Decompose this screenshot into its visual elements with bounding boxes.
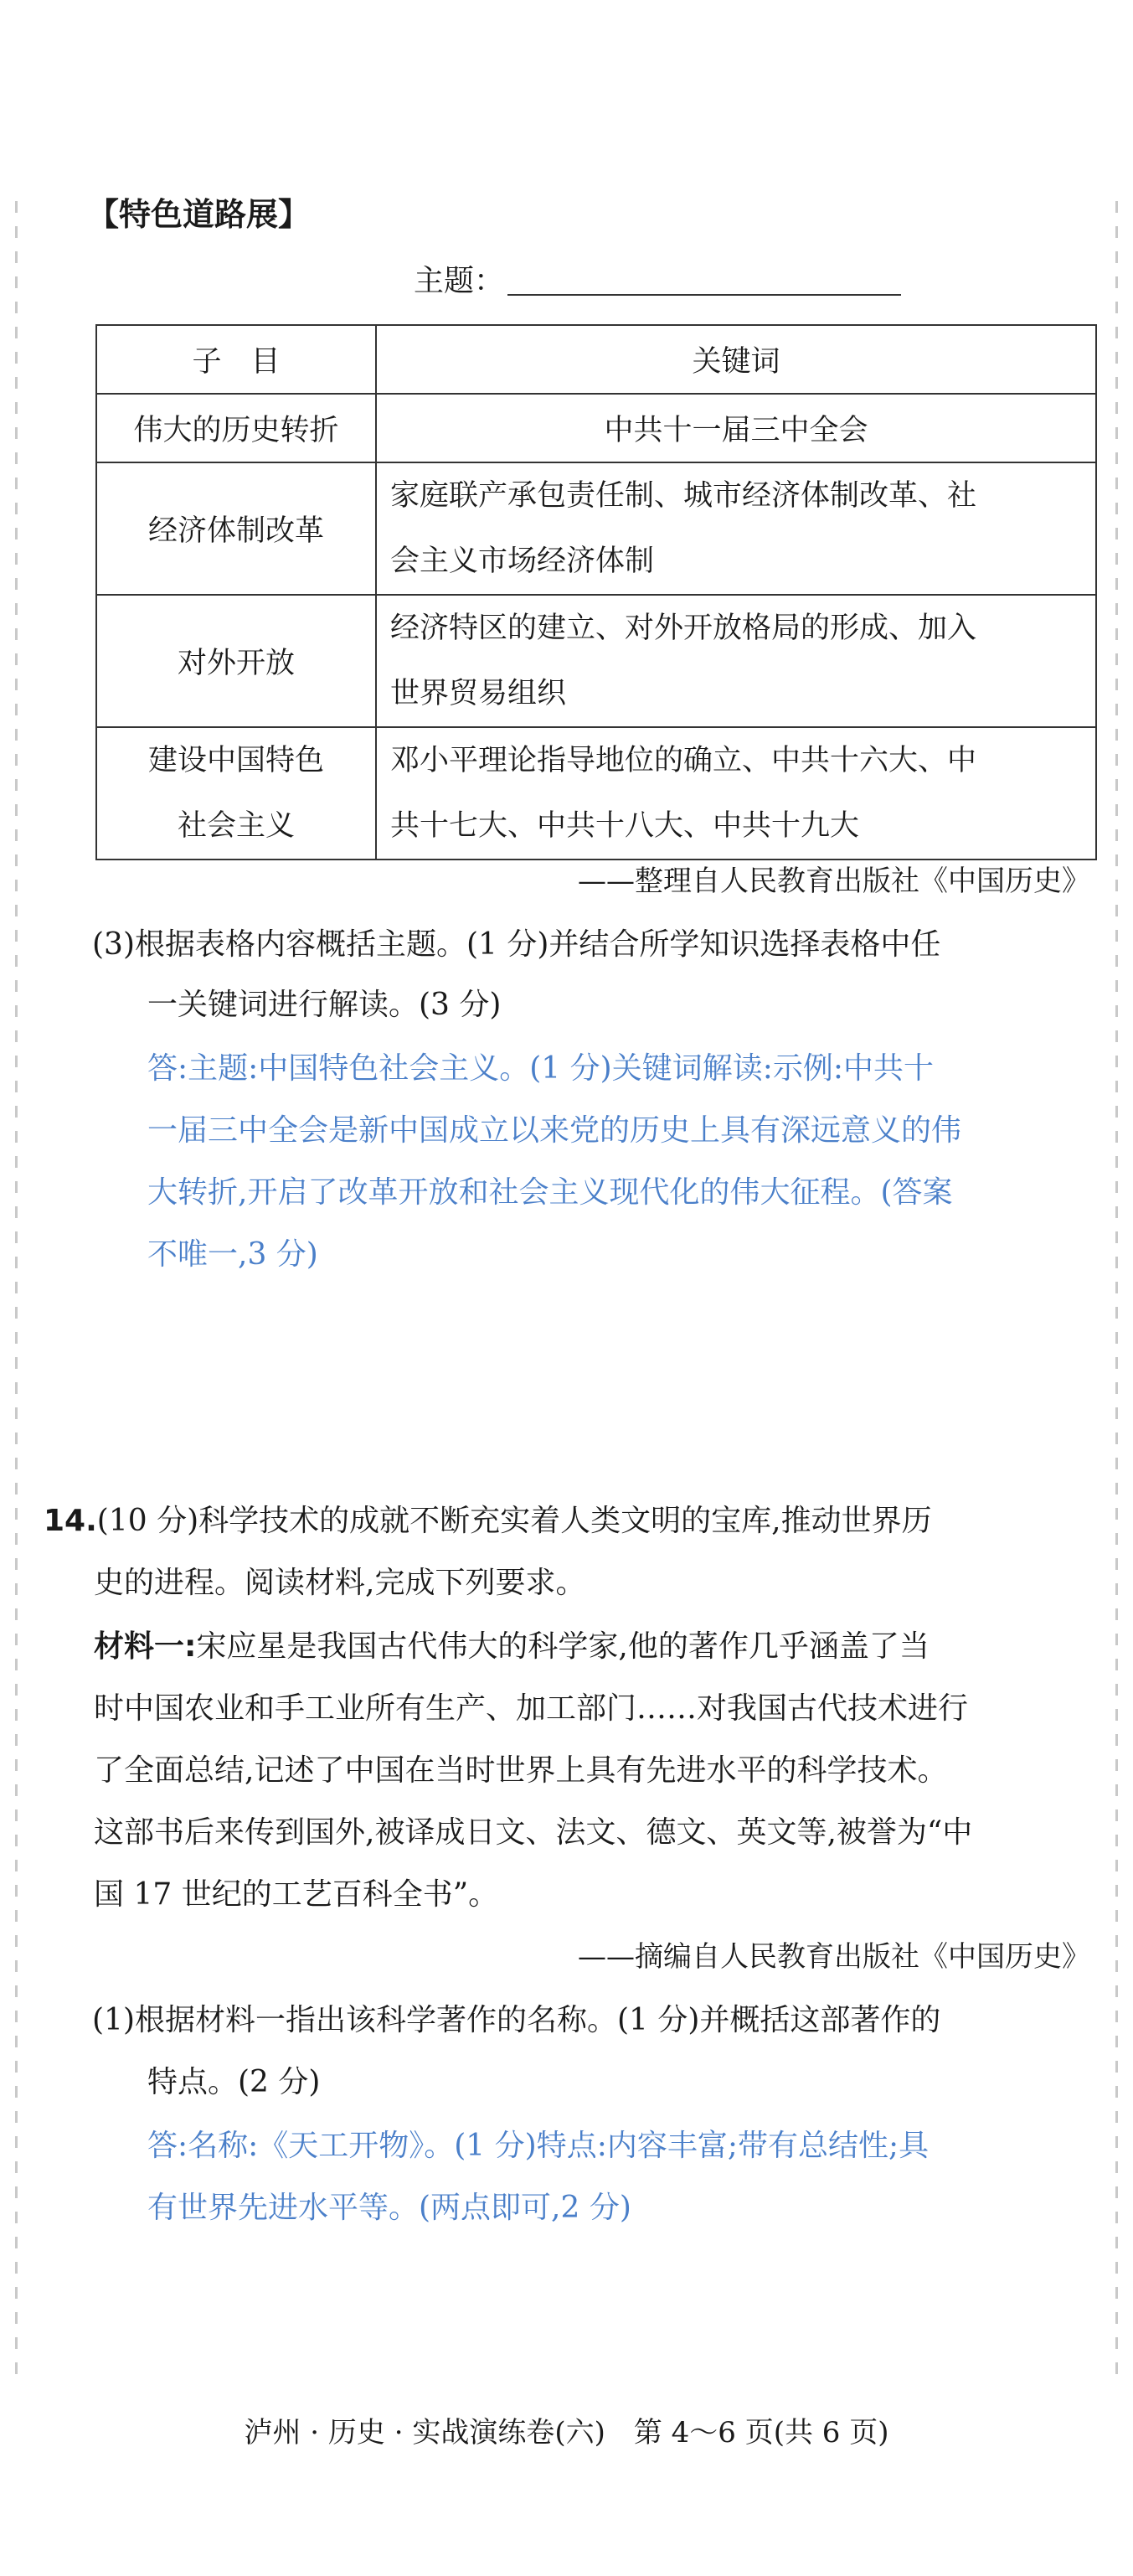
theme-line xyxy=(414,260,901,303)
item-line: 建设中国特色 xyxy=(147,744,324,777)
keyword-line: 世界贸易组织 xyxy=(390,677,567,710)
material-line: 国 17 世纪的工艺百科全书”。 xyxy=(94,1877,499,1912)
keyword-line: 经济特区的建立、对外开放格局的形成、加入 xyxy=(390,612,977,645)
row-item xyxy=(96,727,376,860)
table-row xyxy=(96,394,1096,462)
table-row xyxy=(96,595,1096,727)
theme-blank xyxy=(507,261,901,296)
answer-3-line: 大转折,开启了改革开放和社会主义现代化的伟大征程。(答案 xyxy=(147,1175,953,1210)
material-line xyxy=(94,1625,930,1669)
answer-3-line: 一届三中全会是新中国成立以来党的历史上具有深远意义的伟 xyxy=(147,1113,962,1148)
row-keywords: 中共十一届三中全会 xyxy=(376,394,1096,462)
question-14-line: 史的进程。阅读材料,完成下列要求。 xyxy=(94,1566,586,1600)
row-item: 经济体制改革 xyxy=(96,462,376,595)
row-keywords xyxy=(376,727,1096,860)
question-14-line xyxy=(44,1500,932,1543)
answer-14-line: 答:名称:《天工开物》。(1 分)特点:内容丰富;带有总结性;具 xyxy=(147,2129,930,2163)
question-3-line: (3)根据表格内容概括主题。(1 分)并结合所学知识选择表格中任 xyxy=(92,927,941,962)
material-text: 宋应星是我国古代伟大的科学家,他的著作几乎涵盖了当 xyxy=(196,1629,930,1664)
header-keywords: 关键词 xyxy=(376,325,1096,394)
row-item: 对外开放 xyxy=(96,595,376,727)
keyword-line: 邓小平理论指导地位的确立、中共十六大、中 xyxy=(390,744,977,777)
row-keywords xyxy=(376,462,1096,595)
table-row xyxy=(96,462,1096,595)
keyword-line: 会主义市场经济体制 xyxy=(390,545,655,578)
sub-question-line: 特点。(2 分) xyxy=(147,2065,321,2099)
source-citation: ——摘编自人民教育出版社《中国历史》 xyxy=(578,1940,1090,1974)
item-line: 社会主义 xyxy=(177,809,295,843)
question-3-line: 一关键词进行解读。(3 分) xyxy=(147,988,502,1022)
keyword-line: 家庭联产承包责任制、城市经济体制改革、社 xyxy=(390,479,977,513)
right-margin-line xyxy=(1115,201,1118,2379)
keyword-line: 共十七大、中共十八大、中共十九大 xyxy=(390,809,860,843)
sub-question-line: (1)根据材料一指出该科学著作的名称。(1 分)并概括这部著作的 xyxy=(92,2003,941,2037)
header-item: 子 目 xyxy=(96,325,376,394)
answer-3-line: 不唯一,3 分) xyxy=(147,1237,318,1272)
answer-14-line: 有世界先进水平等。(两点即可,2 分) xyxy=(147,2191,631,2225)
table-header-row xyxy=(96,325,1096,394)
material-line: 了全面总结,记述了中国在当时世界上具有先进水平的科学技术。 xyxy=(94,1753,948,1788)
table-row xyxy=(96,727,1096,860)
question-14-text: (10 分)科学技术的成就不断充实着人类文明的宝库,推动世界历 xyxy=(96,1504,932,1538)
section-title: 【特色道路展】 xyxy=(87,196,311,233)
page-footer: 泸州 · 历史 · 实战演练卷(六) 第 4～6 页(共 6 页) xyxy=(244,2416,889,2450)
material-line: 时中国农业和手工业所有生产、加工部门……对我国古代技术进行 xyxy=(94,1691,969,1726)
left-margin-line xyxy=(15,201,18,2379)
row-keywords xyxy=(376,595,1096,727)
theme-label: 主题： xyxy=(414,264,505,298)
material-line: 这部书后来传到国外,被译成日文、法文、德文、英文等,被誉为“中 xyxy=(94,1815,973,1850)
material-label: 材料一: xyxy=(94,1629,197,1664)
source-citation: ——整理自人民教育出版社《中国历史》 xyxy=(578,865,1090,898)
row-item: 伟大的历史转折 xyxy=(96,394,376,462)
question-number: 14. xyxy=(44,1504,97,1538)
answer-3-line: 答:主题:中国特色社会主义。(1 分)关键词解读:示例:中共十 xyxy=(147,1051,934,1086)
keyword-table xyxy=(95,324,1097,860)
